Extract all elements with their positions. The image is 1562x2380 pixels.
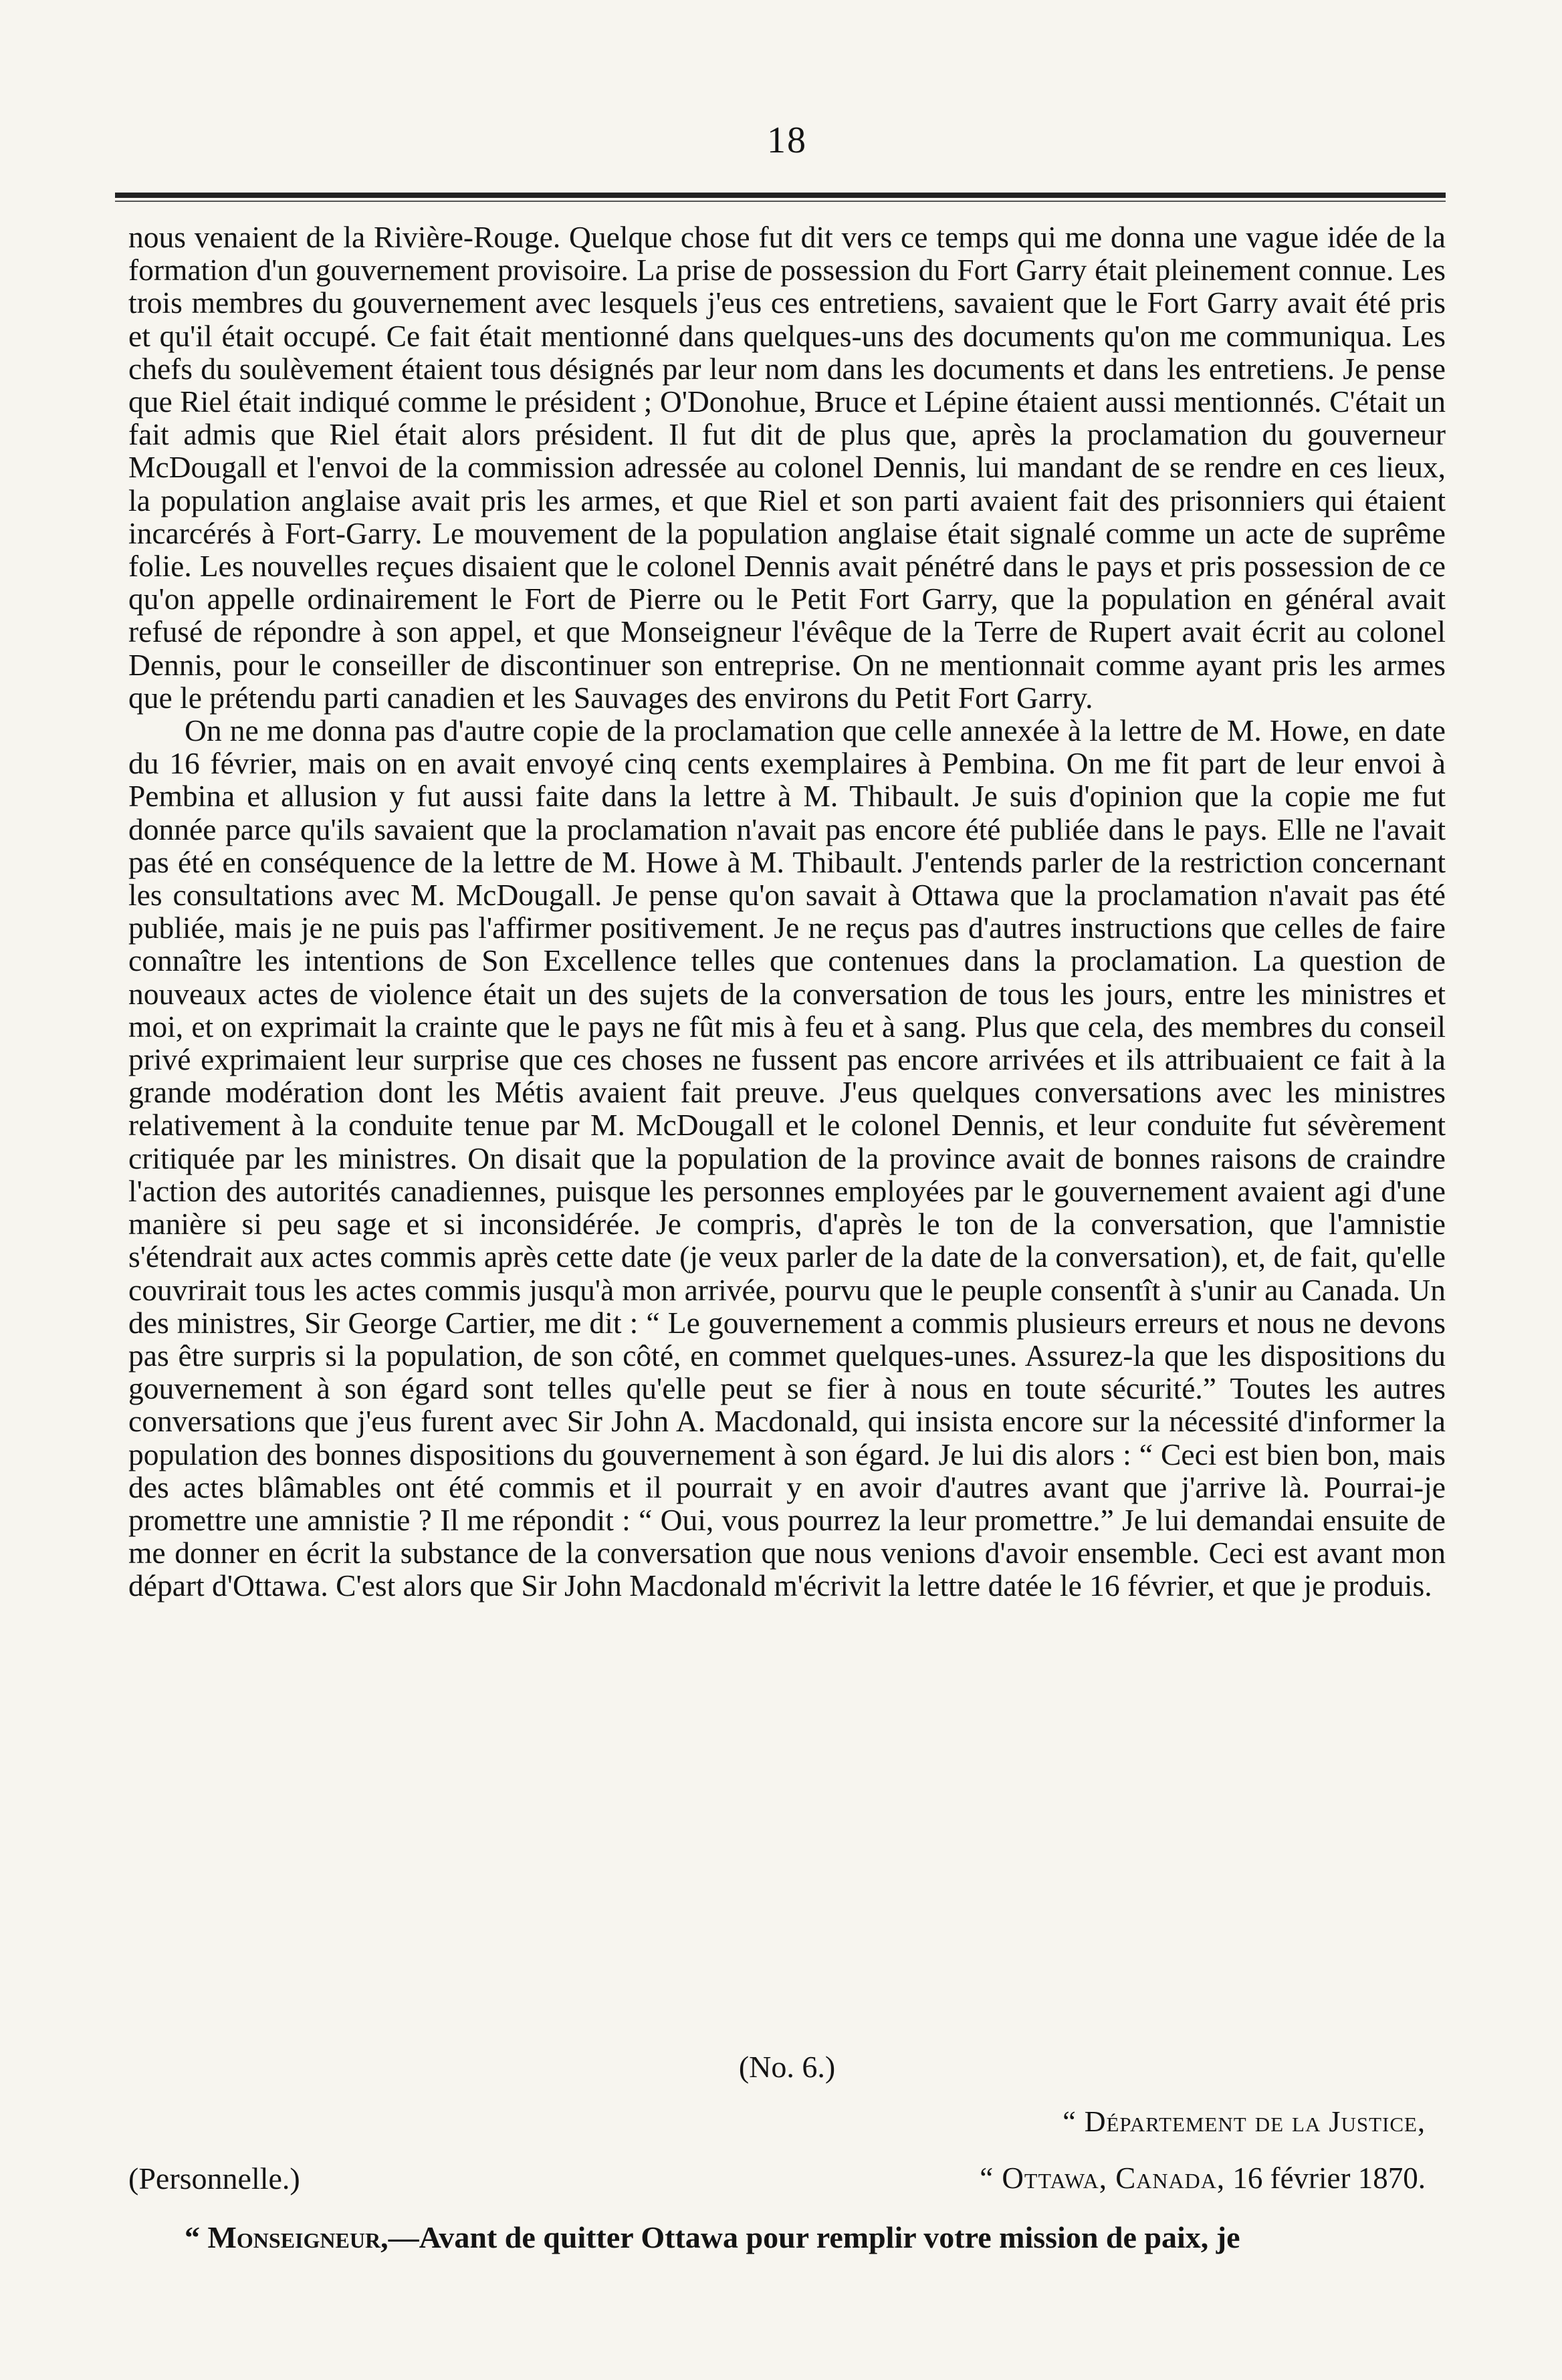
letter-city: “ Ottawa, Canada, <box>980 2161 1226 2195</box>
letter-header-row <box>128 2161 1446 2201</box>
paragraph-2: On ne me donna pas d'autre copie de la proclamation que celle annexée à la lettre de M. Howe, en date du 16 février, mais on en avait envoyé cinq cents exemplaires à Pembina. On me fit part de leur envoi à Pembina et allusion y fut aussi faite dans la lettre à M. Thibault. Je suis d'opinion que la copie me fut donnée parce qu'ils savaient que la proclamation n'avait pas encore été publiée dans le pays. Elle ne l'avait pas été en conséquence de la lettre de M. Howe à M. Thibault. J'entends parler de la restriction concernant les consultations avec M. McDougall. Je pense qu'on savait à Ottawa que la proclamation n'avait pas été publiée, mais je ne puis pas l'affirmer positivement. Je ne reçus pas d'autres instructions que celles de faire connaître les intentions de Son Excellence telles que contenues dans la proclamation. La question de nouveaux actes de violence était un des sujets de la conversation de tous les jours, entre les ministres et moi, et on exprimait la crainte que le pays ne fût mis à feu et à sang. Plus que cela, des membres du conseil privé exprimaient leur surprise que ces choses ne fussent pas encore arrivées et ils attribuaient ce fait à la grande modération dont les Métis avaient fait preuve. J'eus quelques conversations avec les ministres relativement à la conduite tenue par M. McDougall et le colonel Dennis, et leur conduite fut sévèrement critiquée par les ministres. On disait que la population de la province avait de bonnes raisons de craindre l'action des autorités canadiennes, puisque les personnes employées par le gouvernement avaient agi d'une manière si peu sage et si inconsidérée. Je compris, d'après le ton de la conversation, que l'amnistie s'étendrait aux actes commis après cette date (je veux parler de la date de la conversation), et, de fait, qu'elle couvrirait tous les actes commis jusqu'à mon arrivée, pourvu que le peuple consentît à s'unir au Canada. Un des ministres, Sir George Cartier, me dit : “ Le gouvernement a commis plusieurs erreurs et nous ne devons pas être surpris si la population, de son côté, en commet quelques-unes. Assurez-la que les dispositions du gouvernement à son égard sont telles qu'elle peut se fier à nous en toute sécurité.” Toutes les autres conversations que j'eus furent avec Sir John A. Macdonald, qui insista encore sur la nécessité d'informer la population des bonnes dispositions du gouvernement à son égard. Je lui dis alors : “ Ceci est bien bon, mais des actes blâmables ont été commis et il pourrait y en avoir d'autres avant que j'arrive là. Pourrai-je promettre une amnistie ? Il me répondit : “ Oui, vous pourrez la leur promettre.” Je lui demandai ensuite de me donner en écrit la substance de la conversation que nous venions d'avoir ensemble. Ceci est avant mon départ d'Ottawa. C'est alors que Sir John Macdonald m'écrivit la lettre datée le 16 février, et que je produis. <box>128 713 1446 1603</box>
salutation-title: “ Monseigneur, <box>185 2220 388 2254</box>
paragraph-1: nous venaient de la Rivière-Rouge. Quelque chose fut dit vers ce temps qui me donna une vague idée de la formation d'un gouvernement provisoire. La prise de possession du Fort Garry était pleinement connue. Les trois membres du gouvernement avec lesquels j'eus ces entretiens, savaient que le Fort Garry avait été pris et qu'il était occupé. Ce fait était mentionné dans quelques-uns des documents qu'on me communiqua. Les chefs du soulèvement étaient tous désignés par leur nom dans les documents et dans les entretiens. Je pense que Riel était indiqué comme le président ; O'Donohue, Bruce et Lépine étaient aussi mentionnés. C'était un fait admis que Riel était alors président. Il fut dit de plus que, après la proclamation du gouverneur McDougall et l'envoi de la commission adressée au colonel Dennis, lui mandant de se rendre en ces lieux, la population anglaise avait pris les armes, et que Riel et son parti avaient fait des prisonniers qui étaient incarcérés à Fort-Garry. Le mouvement de la population anglaise était signalé comme un acte de suprême folie. Les nouvelles reçues disaient que le colonel Dennis avait pénétré dans le pays et pris possession de ce qu'on appelle ordinairement le Fort de Pierre ou le Petit Fort Garry, que la population en général avait refusé de répondre à son appel, et que Monseigneur l'évêque de la Terre de Rupert avait écrit au colonel Dennis, pour le conseiller de discontinuer son entreprise. On ne mentionnait comme ayant pris les armes que le prétendu parti canadien et les Sauvages des environs du Petit Fort Garry. <box>128 220 1446 715</box>
letter-department: “ Département de la Justice, <box>1063 2105 1426 2138</box>
letter-salutation <box>128 2220 1446 2255</box>
body-text <box>128 221 1446 1602</box>
letter-place-date <box>980 2161 1426 2195</box>
letter-date: 16 février 1870. <box>1225 2161 1426 2195</box>
page-number: 18 <box>767 120 807 161</box>
letter-personal-mark: (Personnelle.) <box>128 2161 300 2195</box>
salutation-text: —Avant de quitter Ottawa pour remplir votre mission de paix, je <box>388 2220 1240 2254</box>
letter-number: (No. 6.) <box>738 2050 836 2084</box>
header-rule <box>115 193 1446 198</box>
